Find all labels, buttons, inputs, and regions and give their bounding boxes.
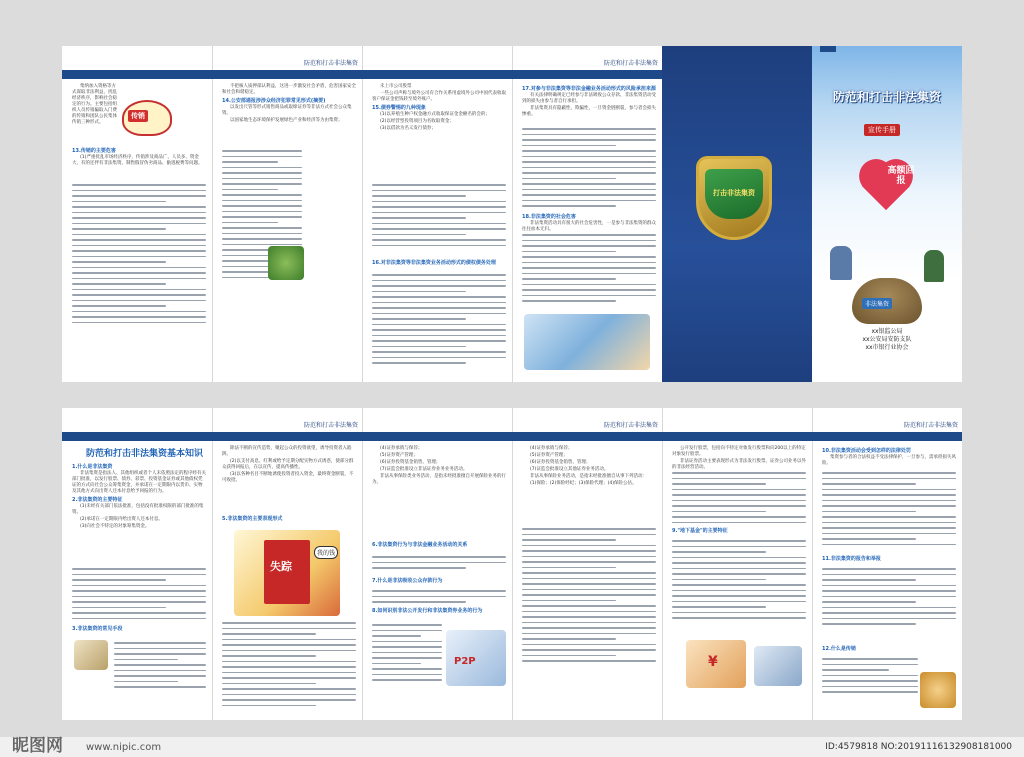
body-lines	[522, 234, 656, 306]
panel-bottom-5	[662, 408, 813, 720]
section-heading: 7.什么是非法吸收公众存款行为	[372, 578, 443, 584]
section-heading: 15.债券警惕的九种现象	[372, 105, 426, 111]
money-bag-illustration	[852, 278, 922, 324]
missing-money-poster	[234, 530, 340, 616]
panel-body-2	[222, 514, 356, 523]
panel-body-2	[72, 624, 206, 633]
p2p-cartoon-illustration	[446, 630, 506, 686]
body-lines	[822, 568, 956, 629]
section-heading: 9."地下基金"的主要特征	[672, 528, 728, 534]
shield-badge-text: 打击非法集资	[713, 189, 755, 197]
header-bar	[212, 60, 362, 79]
panel-body-2: 18.非法集资的社会危害 非法集资活动具有很大的社会危害性，一是参与非法集资的群众往往血本无归。	[522, 214, 656, 232]
header-bar	[362, 70, 512, 79]
panel-top-1	[62, 46, 213, 382]
p2p-badge: P2P	[454, 656, 476, 667]
panel-body-2	[822, 554, 956, 563]
body-lines	[222, 622, 356, 710]
section-heading: 5.非法集资的主要表现形式	[222, 516, 283, 522]
heart-money-illustration	[870, 156, 932, 218]
section-heading: 16.对非法集资等非法集资业务活动形式的债权债务处理	[372, 260, 496, 266]
brochure-inner-side	[62, 408, 962, 720]
watermark-brand: 昵图网	[12, 736, 63, 756]
panel-top-4	[512, 46, 663, 382]
issuer-1: xx银监公局	[871, 328, 903, 335]
poster-speech: 我的钱	[314, 546, 338, 559]
pyramid-scheme-cartoon	[122, 100, 172, 136]
panel-bottom-1	[62, 408, 213, 720]
section-heading: 14.公安部通报涉涉众经济犯罪常见形式(摘要)	[222, 98, 326, 104]
body-lines	[114, 642, 206, 692]
panel-body: 不把核人质押部认利益，这进一步激发社会矛盾，危害国家安全和社会和谐稳定。 14.公安部通报涉涉众经济犯罪常见形式(摘要) 以发出尺管等形式销售商品或取缔证券等非法方式社会公众集资。 以国家地生态环境保护发展绿色产业和经济等为由集资；	[222, 84, 356, 123]
header-bar	[512, 422, 662, 441]
victims-cartoon-illustration	[524, 314, 650, 370]
money-pit-illustration	[686, 640, 746, 688]
body-lines	[372, 556, 506, 573]
header-bar	[62, 70, 212, 79]
header-bar	[512, 60, 662, 79]
body-lines	[372, 274, 506, 368]
money-piggy-illustration	[268, 246, 304, 280]
header-label: 防范和打击非法集资	[303, 422, 358, 429]
watermark-bar	[0, 737, 1024, 757]
section-heading: 1.什么是非法集资	[72, 464, 113, 470]
section-heading: 8.如何识别非法公开发行和非法集资券业务的行为	[372, 608, 483, 614]
body-lines	[372, 624, 442, 685]
body-lines	[522, 128, 656, 211]
body-lines	[822, 472, 956, 549]
pyramid-badge: 传销	[128, 110, 148, 122]
panel-bottom-4	[512, 408, 663, 720]
figure-left	[830, 246, 852, 280]
shield-emblem	[696, 156, 772, 240]
section-heading: 2.非法集资的主要特征	[72, 497, 123, 503]
header-bar	[212, 422, 362, 441]
header-label: 防范和打击非法集资	[603, 60, 658, 67]
panel-body-2	[372, 258, 506, 267]
watermark-url[interactable]: www.nipic.com	[86, 742, 162, 753]
header-bar	[362, 432, 512, 441]
section-heading: 18.非法集资的社会危害	[522, 214, 576, 220]
panel-body: 10.非法集资活动会受到怎样的法律处罚 集资参与者的合法权益不受法律保护，一旦参与，需承担损失风险。	[822, 448, 956, 466]
header-label: 防范和打击非法集资	[903, 422, 958, 429]
section-heading: 11.非法集资的报告和举报	[822, 556, 881, 562]
body-lines	[372, 184, 506, 250]
section-heading: 10.非法集资活动会受到怎样的法律处罚	[822, 448, 911, 454]
cover-subtitle: 宣传手册	[864, 124, 900, 136]
section-heading: 6.非法集资行为与非法金融业务活动的关系	[372, 542, 468, 548]
front-cover	[812, 46, 962, 382]
crowd-illustration	[754, 646, 802, 686]
panel-body-3	[372, 576, 506, 585]
header-bar	[62, 432, 212, 441]
body-lines	[72, 184, 206, 327]
heart-text: 高额回报	[887, 166, 915, 186]
body-lines	[672, 540, 806, 623]
money-trap-illustration	[74, 640, 108, 670]
cover-title: 防范和打击非法集资	[832, 90, 941, 104]
panel-bottom-2	[212, 408, 363, 720]
header-label: 防范和打击非法集资	[303, 60, 358, 67]
poster-board	[264, 540, 310, 604]
cover-tab	[820, 46, 836, 52]
header-label: 防范和打击非法集资	[603, 422, 658, 429]
watermark-id: ID:4579818 NO:20191116132908181000	[825, 742, 1012, 752]
panel-top-2	[212, 46, 363, 382]
issuer-2: xx公安局安防支队	[862, 336, 912, 343]
body-lines	[822, 658, 918, 697]
panel-body: 13.传销的主要危害 (1)严重扰乱市场经济秩序，传销涉及商品广、人员多、资金大，有的还伴有非法集资、制售假冒伪劣商品、偷逃税费等问题。	[72, 146, 206, 168]
issuer-3: xx市银行业协会	[865, 344, 909, 351]
section-heading: 12.什么是传销	[822, 646, 856, 652]
panel-body: (4)证券承销与保荐； (5)证券资产管理； (6)证券投资基金销售、管理； (7)证监会批准设立非法证券业务业务活动。 非法从事保险类业务活动，是指未经批准擅自开展保险业务的行为。	[372, 446, 506, 485]
panel-body: 未上市公司股票 一些公司声称与境外公司有合作关系用虚境外公司中国代表收取客户保证金把钱转至境外账户。 15.债券警惕的九种现象 (1)以养殖生种户权金融方式收取保证金金额名的会的； (2)以经营型投资项目为名收取资金； (3)以借款为名义发行债券；	[372, 84, 506, 131]
header-bar	[812, 422, 962, 441]
brochure-outer-side	[62, 46, 962, 382]
panel-bottom-3	[362, 408, 513, 720]
panel-body: 17.对参与非法集资等非法金融业务活动形式的风险承担来源 有关法律明确规定已经参与非法吸收公众存款、非法集资活动受到的损失由参与者自行承担。 非法集资具有隐蔽性、欺骗性，一旦资金链断裂，参与者会损失惨重。	[522, 86, 656, 117]
panel-top-3	[362, 46, 513, 382]
panel-body-4	[372, 606, 506, 615]
section-heading: 3.非法集资的常见手段	[72, 626, 123, 632]
body-lines	[372, 590, 506, 607]
header-bar	[662, 432, 812, 441]
panel-body: 1.什么是非法集资 非法集资是指法人、其他组织或者个人未依照法定的程序经有关部门批准，以发行股票、债券、彩票、投资基金证券或其他债权凭证的方式向社会公众筹集资金，并承诺在一定期限内以货币、实物及其他方式向出资人还本付息给予回报的行为。 2.非法集资的主要特征 (1)未经有关部门依法批准，包括没有批准权限的部门批准的集资。 (2)承诺在一定期限内给出资人还本付息。 (3)向社会不特定的对象筹集资金。	[72, 464, 206, 529]
intro-text: 集纳加入资格等方式谋取非法利益，扰乱经济秩序，影响社会稳定的行为。主要包括组织人员传销骗取入门费的传销和团队公民集体传销三种形式。	[72, 84, 117, 125]
section-heading: 13.传销的主要危害	[72, 148, 116, 154]
back-cover	[662, 46, 812, 382]
inner-title: 防范和打击非法集资基本知识	[86, 449, 204, 459]
panel-body: 除法不断的宣传造势，聚起公众的投资欲望，诱导投资者入陷阱。 (2)以支付高息、红利或给予定期分配实物方式诱惑，使部分群众获得回报后，在以宣传，提高传播性。 (3)以各种名目不断地诱使投资者投入资金，最终资金断裂，不可收拾。	[222, 446, 354, 483]
bag-label: 非法集资	[862, 298, 892, 309]
poster-title: 失踪	[270, 560, 292, 573]
body-lines	[72, 568, 206, 623]
figure-right	[924, 250, 944, 282]
panel-body: (4)证券承销与保荐； (5)证券资产管理； (6)证券投资基金销售、管理； (7)证监会批准设立其他证券业务活动。 非法从事保险业务活动，是指未经批准擅自从事下列活动： (1)保险；(2)保险经纪；(3)保险代理；(4)保险公估。	[530, 446, 647, 486]
panel-body-3	[822, 644, 956, 653]
section-heading: 17.对参与非法集资等非法金融业务活动形式的风险承担来源	[522, 86, 656, 92]
panel-body: 公开发行股票，包括向不特定对象发行股票和向200以上的特定对象发行股票。 非法证券活动主要表现形式为非法发行股票、证券公司业务以外的非法经营活动。	[672, 446, 806, 470]
panel-bottom-6	[812, 408, 962, 720]
pyramid-cartoon-illustration	[920, 672, 956, 708]
body-lines	[672, 472, 806, 527]
yuan-badge: ¥	[708, 654, 718, 670]
body-lines	[522, 528, 656, 666]
panel-body-2	[672, 526, 806, 535]
issuers	[812, 328, 962, 352]
panel-body-2	[372, 540, 506, 549]
